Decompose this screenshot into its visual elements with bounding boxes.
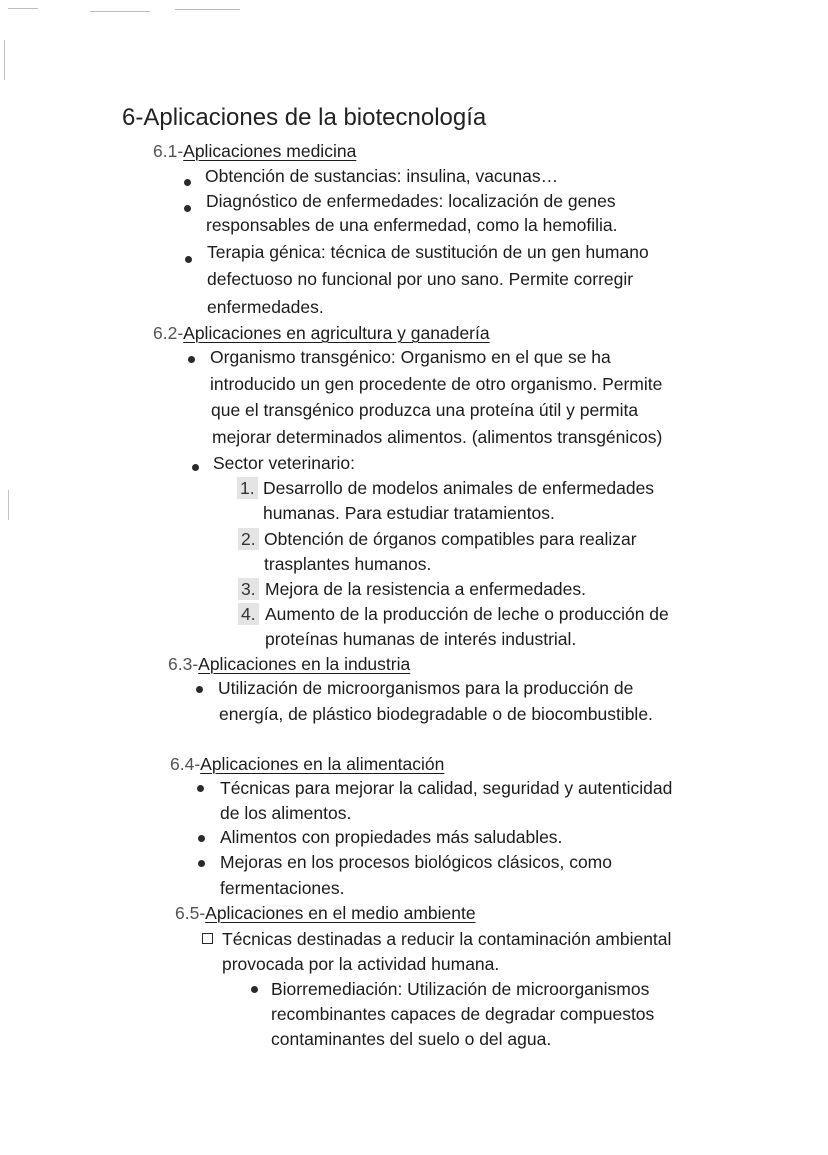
list-item-text: contaminantes del suelo o del agua.: [271, 1029, 552, 1049]
bullet-icon: [192, 464, 199, 471]
section-number: 6.1-: [153, 141, 184, 161]
section-heading: [168, 653, 410, 675]
list-item-text: Obtención de sustancias: insulina, vacunas…: [205, 166, 559, 186]
section-number: 6.5-: [175, 903, 206, 923]
numbered-label: 3.: [238, 578, 259, 600]
numbered-label: 1.: [237, 477, 258, 499]
list-item-text: Alimentos con propiedades más saludables.: [220, 827, 563, 847]
bullet-icon: [196, 686, 203, 693]
bullet-icon: [184, 179, 191, 186]
list-item-text: humanas. Para estudiar tratamientos.: [263, 503, 555, 523]
list-item-text: Desarrollo de modelos animales de enfermedades: [263, 478, 655, 498]
list-item-text: que el transgénico produzca una proteína útil y permita: [211, 400, 639, 420]
numbered-label: 4.: [238, 603, 259, 625]
bullet-icon: [184, 205, 191, 212]
list-item-text: responsables de una enfermedad, como la hemofilia.: [206, 215, 618, 235]
list-item-text: Utilización de microorganismos para la producción de: [218, 678, 634, 698]
bullet-icon: [197, 785, 204, 792]
list-item-text: introducido un gen procedente de otro organismo. Permite: [210, 374, 663, 394]
section-title: Aplicaciones en la industria: [198, 654, 411, 674]
list-item-text: Técnicas destinadas a reducir la contaminación ambiental: [222, 929, 672, 949]
checkbox-icon: [202, 933, 213, 944]
numbered-label: 2.: [238, 528, 259, 550]
list-item-text: de los alimentos.: [220, 803, 352, 823]
list-item-text: Sector veterinario:: [213, 453, 356, 473]
list-item-text: energía, de plástico biodegradable o de biocombustible.: [219, 704, 653, 724]
list-item-text: Aumento de la producción de leche o producción de: [265, 604, 669, 624]
list-item-text: Diagnóstico de enfermedades: localización de genes: [206, 191, 616, 211]
list-item-text: mejorar determinados alimentos. (alimentos transgénicos): [212, 427, 663, 447]
list-item-text: provocada por la actividad humana.: [222, 954, 500, 974]
section-title: Aplicaciones medicina: [183, 141, 357, 161]
section-number: 6.4-: [170, 754, 201, 774]
section-heading: [153, 322, 490, 344]
section-title: Aplicaciones en agricultura y ganadería: [183, 323, 490, 343]
list-item-text: Técnicas para mejorar la calidad, seguridad y autenticidad: [220, 778, 673, 798]
section-number: 6.2-: [153, 323, 184, 343]
list-item-text: enfermedades.: [207, 297, 324, 317]
list-item-text: recombinantes capaces de degradar compuestos: [271, 1004, 655, 1024]
list-item-text: Organismo transgénico: Organismo en el que se ha: [210, 347, 611, 367]
list-item-text: fermentaciones.: [220, 878, 345, 898]
list-item-text: trasplantes humanos.: [264, 554, 432, 574]
list-item-text: Mejora de la resistencia a enfermedades.: [265, 579, 587, 599]
section-title: Aplicaciones en la alimentación: [200, 754, 445, 774]
bullet-icon: [198, 860, 205, 867]
section-heading: [153, 140, 356, 162]
bullet-icon: [198, 835, 205, 842]
list-item-text: Biorremediación: Utilización de microorganismos: [271, 979, 650, 999]
list-item-text: proteínas humanas de interés industrial.: [265, 629, 577, 649]
section-heading: [170, 753, 444, 775]
bullet-icon: [185, 256, 192, 263]
bullet-icon: [251, 986, 258, 993]
list-item-text: defectuoso no funcional por uno sano. Permite corregir: [207, 269, 634, 289]
section-title: Aplicaciones en el medio ambiente: [205, 903, 476, 923]
page-title: 6-Aplicaciones de la biotecnología: [122, 104, 487, 131]
section-heading: [175, 902, 476, 924]
list-item-text: Mejoras en los procesos biológicos clásicos, como: [220, 852, 612, 872]
list-item-text: Obtención de órganos compatibles para realizar: [264, 529, 637, 549]
bullet-icon: [188, 356, 195, 363]
section-number: 6.3-: [168, 654, 199, 674]
list-item-text: Terapia génica: técnica de sustitución de un gen humano: [207, 242, 649, 262]
